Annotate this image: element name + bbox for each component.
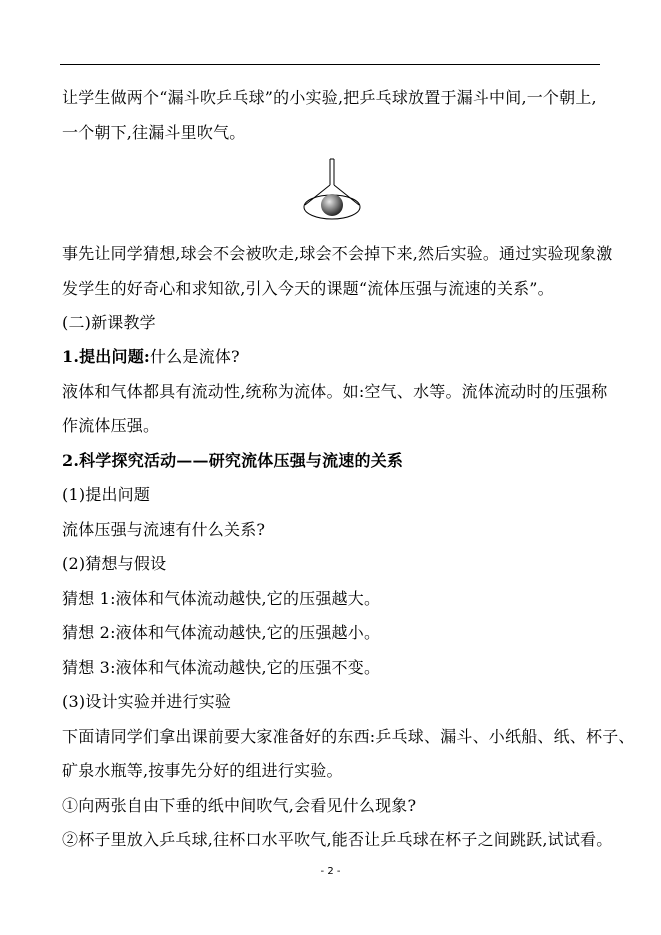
guess-intro-line-1: 事先让同学猜想,球会不会被吹走,球会不会掉下来,然后实验。通过实验现象激: [62, 244, 613, 263]
guess-3: 猜想 3:液体和气体流动越快,它的压强不变。: [62, 658, 381, 677]
guess-2: 猜想 2:液体和气体流动越快,它的压强越小。: [62, 623, 381, 642]
question-1: [62, 346, 607, 368]
step-1-heading: (1)提出问题: [62, 485, 151, 504]
question-1-heading: 1.提出问题:: [62, 347, 151, 366]
guess-intro-line-2: 发学生的好奇心和求知欲,引入今天的课题“流体压强与流速的关系”。: [62, 279, 554, 298]
experiment-2: ②杯子里放入乒乓球,往杯口水平吹气,能否让乒乓球在杯子之间跳跃,试试看。: [62, 830, 613, 849]
preparation-line-2: 矿泉水瓶等,按事先分好的组进行实验。: [62, 761, 343, 780]
guess-1: 猜想 1:液体和气体流动越快,它的压强越大。: [62, 589, 381, 608]
fluid-definition-line-2: 作流体压强。: [62, 416, 160, 435]
step-3-heading: (3)设计实验并进行实验: [62, 692, 232, 711]
page-number: - 2 -: [320, 866, 341, 877]
preparation-line-1: 下面请同学们拿出课前要大家准备好的东西:乒乓球、漏斗、小纸船、纸、杯子、: [62, 727, 635, 746]
step-1-question: 流体压强与流速有什么关系?: [62, 520, 266, 539]
intro-line-1: 让学生做两个“漏斗吹乒乓球”的小实验,把乒乓球放置于漏斗中间,一个朝上,: [62, 88, 597, 107]
funnel-tube: [330, 159, 334, 185]
experiment-1: ①向两张自由下垂的纸中间吹气,会看见什么现象?: [62, 796, 417, 815]
fluid-definition-line-1: 液体和气体都具有流动性,统称为流体。如:空气、水等。流体流动时的压强称: [62, 382, 608, 401]
step-2-heading: (2)猜想与假设: [62, 554, 167, 573]
funnel-ping-pong-figure: [301, 157, 363, 225]
section-heading: (二)新课教学: [62, 313, 156, 332]
header-rule: [60, 64, 600, 65]
ping-pong-ball: [321, 194, 343, 216]
question-1-text: 什么是流体?: [150, 347, 240, 366]
intro-line-2: 一个朝下,往漏斗里吹气。: [62, 123, 246, 142]
activity-2-heading: 2.科学探究活动——研究流体压强与流速的关系: [62, 451, 404, 470]
